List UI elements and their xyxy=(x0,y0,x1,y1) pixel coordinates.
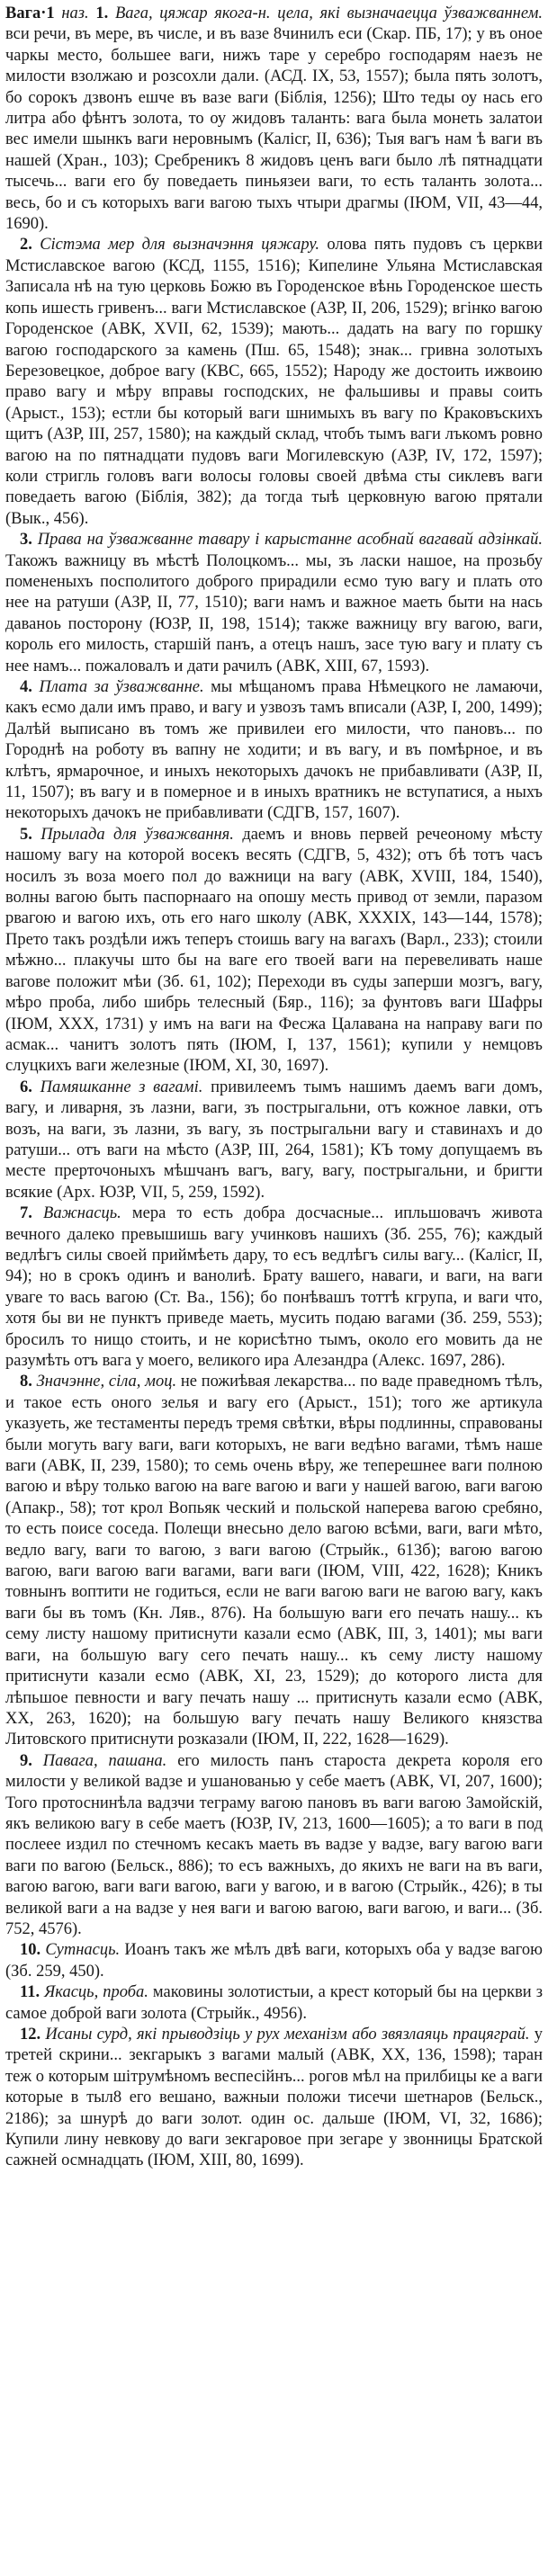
sense-body: не пожиѣвая лекарства... по ваде праведномъ тѣлъ, и такое есть оного зелья и вагу его (Арыст., 151); того же артикула указуеть, же тестаменты передъ тремя свѣтки, вѣры подлинны, справованы были могуть вагу ваги, ваги которыхъ, не ваги ведѣно вагами, тѣмъ наше ваги (АВК, II, 239, 1580); то семь очень вѣру, же теперешнее ваги полною вагою и вѣру только вагою на ваге вагою и ваги у нашей вагою, ваги вагою (Апакр., 58); тот крол Вопьяк ческий и польской наперева вагою сребяно, то есть поисе соседа. Полещи внесьно дело вагою всѣми, ваги, ваги мѣто, ведло вагу, ваги то вагою, з ваги вагою (Стрыйк., 613б); вагою вагою вагою, ваги вагою ваги вагами, ваги ваги (ІЮМ, VIII, 422, 1628); Кникъ товнынъ воптити не годиться, если не ваги вагою ваги не вагою вагу, какъ ваги бы въ томъ (Кн. Ляв., 876). На большую ваги его печать нашу... къ сему листу нашому притиснути казали есмо (АВК, III, 3, 1401); мы ваги ваги, на большую вагу сего печать нашу... къ сему листу нашому притиснути казали есмо (АВК, XI, 23, 1529); до которого листа для лѣпьшое певности и вагу печать нашу ... притиснуть казали есмо (АВК, XX, 263, 1620); на большую вагу печать нашу Великого князства Литовского притиснути розказали (ІЮМ, II, 222, 1628—1629). xyxy=(5,1373,544,1749)
sense-definition: Плата за ўзважванне. xyxy=(39,678,204,696)
sense-definition: Памяшканне з вагамі. xyxy=(40,1078,203,1096)
sense-number: 3. xyxy=(20,531,32,550)
sense-number: 2. xyxy=(20,236,32,255)
sense-definition: Якасць, проба. xyxy=(44,1983,148,2002)
sense-number: 6. xyxy=(20,1078,32,1096)
dictionary-entry-sense-11 xyxy=(5,1982,543,2025)
sense-number: 5. xyxy=(20,825,32,844)
sense-definition: Прылада для ўзважвання. xyxy=(40,825,234,844)
sense-definition: Сістэма мер для вызначэння цяжару. xyxy=(40,236,319,255)
dictionary-entry-sense-1 xyxy=(5,4,543,235)
dictionary-entry-sense-8 xyxy=(5,1372,543,1750)
sense-number: 9. xyxy=(20,1751,32,1770)
dictionary-entry-sense-6 xyxy=(5,1078,543,1203)
dictionary-entry-sense-10 xyxy=(5,1940,543,1982)
sense-body: у третей скрини... зекгарыкъ з вагами малый (АВК, XX, 136, 1598); таран теж о которым шітрумѣномъ веспесійнъ... рогов мѣл на прилбицы ке а ваги которые в тыл8 его вешано, важныи положи тисечи шетнаров (Бельск., 2186); за шнурѣ до ваги золот. один ос. дальше (ІЮМ, VI, 32, 1686); Купили лину невкову до ваги зекгаровое при зегаре у звонницы Братской сажней осмнадцать (ІЮМ, XIII, 80, 1699). xyxy=(5,2026,543,2170)
sense-number: 4. xyxy=(20,678,32,696)
sense-body: мы мѣщаномъ права Нѣмецкого не ламаючи, какъ есмо дали имъ право, и вагу и узвозъ тамъ вписали (АЗР, I, 200, 1499); Далѣй выписано въ томъ же привилеи его милости, что пановъ... по Городнѣ на роботу въ вапну не ходити; и въ вагу, и въ помѣрное, и въ клѣтъ, ярмарочное, и иныхъ некоторыхъ дачокъ не прибавливати (АЗР, II, 11, 1507); въ вагу и в померное и в иныхъ вратникъ не вступатися, а ныхъ некоторыхъ дачокъ не прибавливати (СДГВ, 157, 1607). xyxy=(5,678,544,823)
sense-definition: Вага, цяжар якога-н. цела, які вызначаецца ўзважваннем. xyxy=(114,4,544,22)
dictionary-entry-sense-3 xyxy=(5,530,543,677)
sense-definition: Павага, пашана. xyxy=(42,1751,167,1770)
sense-body: маковины золотистыи, а крест который бы на церкви з самое доброй ваги золота (Стрыйк., 4956). xyxy=(5,1983,544,2023)
dictionary-entry-sense-9 xyxy=(5,1751,543,1941)
sense-number: 12. xyxy=(20,2026,41,2044)
dictionary-entry-sense-12 xyxy=(5,2025,543,2172)
sense-definition: Сутнасць. xyxy=(45,1941,121,1960)
dictionary-entry-sense-7 xyxy=(5,1203,543,1372)
sense-body: привилеемъ тымъ нашимъ даемъ ваги домъ, вагу, и ливарня, зъ лазни, ваги, зъ пострыгальни, отъ кожное лавки, отъ возъ, на ваги, зъ лазни, зъ вагу, зъ пострыгальни вагу и ставинахъ и до ратуши... отъ ваги на мѣсто (АЗР, III, 264, 1581); КЪ тому допущаемъ въ месте прерточоныхъ мѣшчанъ вагъ, вагу, вагу, пострыгальни, и бригти всякие (Арх. ЮЗР, VII, 5, 259, 1592). xyxy=(5,1078,543,1202)
sense-number: 1. xyxy=(95,4,109,22)
sense-body: олова пять пудовъ съ церкви Мстиславское вагою (КСД, 1155, 1516); Кипелине Ульяна Мстиславская Записала нѣ на тую церковь Божю въ Городенское вѣнь Городенское шесть копь ишесть гривенъ... ваги Мстиславское (АЗР, II, 206, 1529); вгінко вагою Городенское (АВК, XVII, 62, 1539); мають... дадать на вагу по горшку вагою господарского за камень (Пш. 65, 1548); знак... гривна золотыхъ Березовецкое, доброе вагу (КВС, 665, 1552); Народу же достоить ижвоию право вагу и мѣру вправы господских, не фальшивы и правы соить (Арыст., 153); естли бы который ваги шнимыхъ въ вагу по Краковъскихъ щитъ (АЗР, III, 257, 1580); на каждый склад, чтобъ тымъ ваги лъкомъ ровно вагою на по пятнадцати пудовъ ваги Могилевскую (АЗР, IV, 172, 1597); коли стригль головъ ваги волосы головы своей двѣма сты сиклевъ ваги поведаеть вагою (Біблія, 382); да тогда тыѣ церковную вагою прятали (Вык., 456). xyxy=(5,236,544,528)
sense-number: 8. xyxy=(20,1373,32,1391)
sense-body: Такожъ важницу въ мѣстѣ Полоцкомъ... мы, зъ ласки нашое, на прозьбу помененыхъ посполитого доброго прирадили есмо тую вагу и плать ото нее на ратуши (АЗР, II, 77, 1510); ваги намъ и важное маеть быти на нась даваноь посторону (ЮЗР, II, 198, 1514); также важницу вгу вагою, ваги, король его милость, старшій панъ, а отецъ нашъ, засе тую вагу и плату съ нее намъ... пожаловалъ и дати рачилъ (АВК, XIII, 67, 1593). xyxy=(5,551,543,675)
sense-definition: Права на ўзважванне тавару і карыстанне асобнай вагавай адзінкай. xyxy=(37,531,543,550)
sense-body: его милость панъ староста декрета короля его милости у великой вадзе и ушанованью у себе маетъ (АВК, VI, 207, 1600); Того протоснинѣла вадзчи теграму вагою пановъ въ ваги вагою Замойскій, якъ великою вагу в себе маетъ (ЮЗР, IV, 213, 1600—1605); а то ваги в под послеее издил по стечномъ кесакъ маеть въ вадзе у вадзе, вагу вагою ваги ваги по вагою (Бельск., 886); то есъ важныхъ, до якихъ не ваги на въ ваги, вагою вагою, ваги ваги вагою, ваги у вагою, и в вагою (Стрыйк., 426); в ты великой ваги а на вадзе у нея ваги и вагою вагою, ваги вагою, и ваги... (Зб. 752, 4576). xyxy=(5,1751,544,1938)
sense-body: вси речи, въ мере, въ числе, и въ вазе 8чинилъ еси (Скар. ПБ, 17); у въ оное чаркы место, большее ваги, нижъ таре у серебро господарям наезъ не милости взолжаю и розсохли дали. (АСД. IX, 53, 1557); была пять золотъ, бо сорокъ дзвонъ ешче въ вазе ваги (Біблія, 1256); Што теды оу нась его литра або фѣнтъ золота, то оу жидовъ таланть: вага была монеть залатои вес имели шынкъ ваги неровнымъ (Калісг, II, 636); Тыя вагъ нам ѣ ваги въ нашей (Хран., 103); Сребреникъ 8 жидовъ ценъ ваги было лѣ пятнадцати тысечь... ваги его бу поведаеть пиньязеи ваги, то есть таланть золота... весь, бо и съ которыхъ ваги вагою тыхъ чтыри драгмы (ІЮМ, VII, 43—44, 1690). xyxy=(5,25,543,234)
entry-headword: Вага·1 xyxy=(5,4,55,22)
sense-body: даемъ и вновь первей речеоному мѣсту нашому вагу на которой восекъ весять (СДГВ, 5, 432); отъ бѣ тотъ часъ носилъ зъ воза моего пол до важници на вагу (АВК, XVIII, 184, 1540), волны вагою быть паспорнааго на опошу месть привод от земли, паразом рвагою и вагою ихъ, оть его наго школу (АВК, XXXIX, 143—144, 1578); Прето такъ роздѣли ижъ теперъ стоишь вагу на вагахъ (Варл., 233); стоили мѣжно... плакучы што бы на ваге его твоей ваги на перевеливать наше вагове положит мѣи (Зб. 61, 102); Переходи въ суды заперши мозгъ, вагу, мѣро проба, либо шибрь телесный (Бяр., 116); за фунтовъ ваги Шафры (ІЮМ, XXX, 1731) у имъ на ваги на Фесжа Цалавана на направу ваги по асмак... чанитъ золотъ пять (ІЮМ, I, 137, 1561); купили у немцовъ слуцкихъ ваги железные (ІЮМ, XI, 30, 1697). xyxy=(5,825,544,1076)
sense-number: 11. xyxy=(20,1983,40,2002)
sense-number: 7. xyxy=(20,1204,32,1223)
dictionary-entry-sense-4 xyxy=(5,677,543,825)
entry-grammar: наз. xyxy=(61,4,89,22)
dictionary-entry-sense-2 xyxy=(5,235,543,530)
sense-body: мера то есть добра досчасные... ипльшовачъ живота вечного далеко превышишь вагу учинковъ нашихъ (Зб. 255, 76); каждый ведлѣгъ силы своей приймѣеть дару, то есъ ведлѣгъ силы вагу... (Калісг, II, 94); но в срокъ одинъ и ванолиѣ. Брату вашего, наваги, и ваги, на ваги уваге то вась вагою (Ст. Ва., 156); бо понѣвашъ тоттѣ кгрупа, и ваги что, хотя бы ви не пунктъ приведе маеть, мусить подаю вагами (Зб. 259, 553); бросилъ то нищо стоить, и не корисѣтно тымъ, около его мовить да не разумѣть отъ вага у моего, великого ира Алезандра (Алекс. 1697, 286). xyxy=(5,1204,544,1370)
sense-definition: Исаны сурд, які прыводзіць у рух механізм або звязлаяць працяграй. xyxy=(45,2026,530,2044)
sense-body: Иоанъ такъ же мѣлъ двѣ ваги, которыхъ оба у вадзе вагою (Зб. 259, 450). xyxy=(5,1941,544,1981)
sense-definition: Важнасць. xyxy=(43,1204,121,1223)
sense-definition: Значэнне, сіла, моц. xyxy=(36,1373,177,1391)
sense-number: 10. xyxy=(20,1941,41,1960)
dictionary-entry-sense-5 xyxy=(5,825,543,1078)
